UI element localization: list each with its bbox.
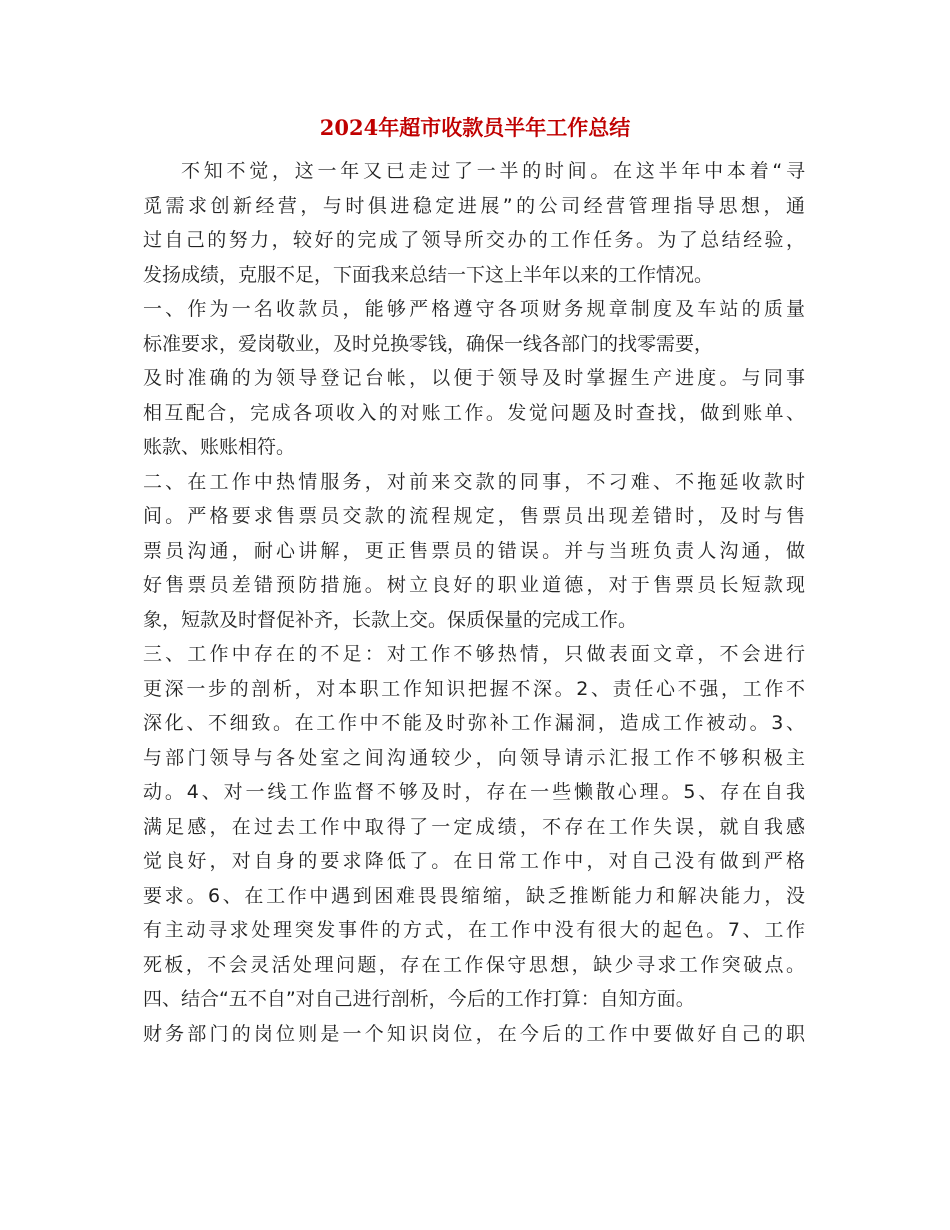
text-line: 觅需求创新经营，与时俱进稳定进展”的公司经营管理指导思想，通 [143, 194, 805, 217]
text-line: 一、作为一名收款员，能够严格遵守各项财务规章制度及车站的质量 [143, 298, 805, 320]
text-line: 与部门领导与各处室之间沟通较少，向领导请示汇报工作不够积极主 [143, 746, 805, 769]
text-line: 动。4、对一线工作监督不够及时，存在一些懒散心理。5、存在自我 [143, 781, 805, 803]
text-line: 相互配合，完成各项收入的对账工作。发觉问题及时查找，做到账单、 [143, 401, 805, 424]
document-body [143, 154, 805, 1051]
text-line: 间。严格要求售票员交款的流程规定，售票员出现差错时，及时与售 [143, 505, 805, 527]
text-line: 四、结合“五不自”对自己进行剖析，今后的工作打算：自知方面。 [143, 988, 695, 1010]
text-line: 票员沟通，耐心讲解，更正售票员的错误。并与当班负责人沟通，做 [143, 539, 805, 562]
text-line: 标准要求，爱岗敬业，及时兑换零钱，确保一线各部门的找零需要， [143, 332, 714, 355]
text-line: 觉良好，对自身的要求降低了。在日常工作中，对自己没有做到严格 [143, 850, 805, 872]
text-line: 有主动寻求处理突发事件的方式，在工作中没有很大的起色。7、工作 [143, 919, 805, 941]
text-line: 满足感，在过去工作中取得了一定成绩，不存在工作失误，就自我感 [143, 815, 805, 838]
text-line: 更深一步的剖析，对本职工作知识把握不深。2、责任心不强，工作不 [143, 677, 805, 700]
text-line: 二、在工作中热情服务，对前来交款的同事，不刁难、不拖延收款时 [143, 470, 805, 493]
text-line: 不知不觉，这一年又已走过了一半的时间。在这半年中本着“寻 [181, 160, 805, 182]
text-line: 发扬成绩，克服不足，下面我来总结一下这上半年以来的工作情况。 [143, 263, 714, 286]
document-title: 2024年超市收款员半年工作总结 [319, 115, 631, 140]
text-line: 要求。6、在工作中遇到困难畏畏缩缩，缺乏推断能力和解决能力，没 [143, 884, 805, 907]
text-line: 象，短款及时督促补齐，长款上交。保质保量的完成工作。 [143, 608, 638, 631]
text-line: 账款、账账相符。 [143, 436, 296, 458]
text-line: 好售票员差错预防措施。树立良好的职业道德，对于售票员长短款现 [143, 574, 805, 596]
text-line: 过自己的努力，较好的完成了领导所交办的工作任务。为了总结经验， [143, 229, 805, 251]
text-line: 三、工作中存在的不足：对工作不够热情，只做表面文章，不会进行 [143, 643, 805, 665]
text-line: 财务部门的岗位则是一个知识岗位，在今后的工作中要做好自己的职 [143, 1022, 805, 1045]
text-line: 及时准确的为领导登记台帐，以便于领导及时掌握生产进度。与同事 [143, 367, 805, 389]
text-line: 深化、不细致。在工作中不能及时弥补工作漏洞，造成工作被动。3、 [143, 712, 805, 734]
text-line: 死板，不会灵活处理问题，存在工作保守思想，缺少寻求工作突破点。 [143, 953, 805, 976]
